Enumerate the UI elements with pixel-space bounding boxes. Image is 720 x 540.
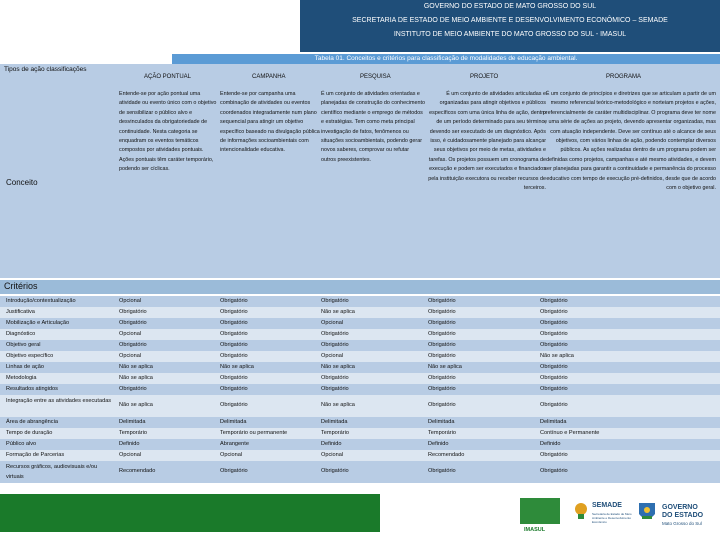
criteria-value: Obrigatório: [220, 320, 248, 326]
criteria-value: Obrigatório: [220, 298, 248, 304]
criteria-value: Não se aplica: [119, 402, 153, 408]
coat-of-arms-icon: [636, 500, 658, 526]
criteria-title: Critérios: [4, 281, 38, 291]
criteria-value: Obrigatório: [220, 402, 248, 408]
criteria-value: Obrigatório: [540, 342, 568, 348]
criteria-label: Introdução/contextualização: [6, 298, 76, 304]
header-line-2: SECRETARIA DE ESTADO DE MEIO AMBIENTE E DESENVOLVIMENTO ECONÔMICO – SEMADE: [352, 17, 668, 24]
criteria-label: Mobilização e Articulação: [6, 320, 70, 326]
criteria-label: Objetivo geral: [6, 342, 41, 348]
criteria-value: Opcional: [119, 298, 142, 304]
criteria-value: Obrigatório: [540, 320, 568, 326]
table-row: [0, 351, 720, 362]
criteria-value: Recomendado: [428, 452, 465, 458]
criteria-value: Delimitada: [321, 419, 348, 425]
semade-text: SEMADE: [592, 502, 622, 509]
criteria-value: Temporário: [119, 430, 147, 436]
criteria-label: Público alvo: [6, 441, 37, 447]
criteria-header: [0, 280, 720, 294]
criteria-value: Obrigatório: [119, 342, 147, 348]
side-title: Tipos de ação classificações: [4, 66, 87, 73]
criteria-value: Opcional: [321, 452, 344, 458]
table-row: [0, 296, 720, 307]
criteria-value: Obrigatório: [428, 331, 456, 337]
criteria-value: Temporário ou permanente: [220, 430, 288, 436]
semade-emblem: [574, 500, 588, 520]
criteria-label: Tempo de duração: [6, 430, 53, 436]
table-row: [0, 439, 720, 450]
criteria-value: Obrigatório: [540, 452, 568, 458]
criteria-value: Obrigatório: [220, 309, 248, 315]
criteria-value: Obrigatório: [428, 353, 456, 359]
criteria-value: Obrigatório: [220, 375, 248, 381]
criteria-label: Linhas de ação: [6, 364, 44, 370]
criteria-value: Obrigatório: [119, 320, 147, 326]
imasul-text: IMASUL: [524, 527, 546, 533]
criteria-value: Obrigatório: [428, 468, 456, 474]
criteria-label: Diagnóstico: [6, 331, 36, 337]
table-row: [0, 318, 720, 329]
table-row: [0, 384, 720, 395]
criteria-value: Não se aplica: [428, 364, 462, 370]
criteria-value: Obrigatório: [119, 309, 147, 315]
header-line-3: INSTITUTO DE MEIO AMBIENTE DO MATO GROSSO DO SUL - IMASUL: [393, 31, 627, 38]
criteria-value: Opcional: [119, 353, 142, 359]
criteria-value: Temporário: [428, 430, 456, 436]
government-line-2: DO ESTADO: [662, 512, 704, 519]
criteria-value: Abrangente: [220, 441, 249, 447]
criteria-value: Obrigatório: [428, 386, 456, 392]
table-caption: Tabela 01. Conceitos e critérios para classificação de modalidades de educação ambiental.: [172, 54, 720, 64]
concept-pesquisa: É um conjunto de atividades orientadas e planejadas de construção do conhecimento científico mediante o emprego de métodos e estratégias. Tem como meta principal investigação de fatos, fenômenos ou situações socioambientais, podendo gerar novos saberes, comprovar ou refutar outros preexistentes.: [321, 91, 425, 163]
table-row: [0, 329, 720, 340]
concept-label: Conceito: [6, 178, 38, 187]
criteria-value: Obrigatório: [540, 468, 568, 474]
criteria-value: Não se aplica: [321, 309, 355, 315]
concept-acao: Entende-se por ação pontual uma atividade ou evento único com o objetivo de sensibilizar o público alvo e desvinculados da obrigatoriedade de continuidade. Nesta categoria se enquadram os eventos temáticos compostos por atividades pontuais. Ações pontuais têm caráter temporário, podendo ser cíclicas.: [119, 91, 217, 173]
header-line-1: GOVERNO DO ESTADO DE MATO GROSSO DO SUL: [423, 3, 597, 10]
criteria-label: Recursos gráficos, audiovisuais e/ou virtuais: [6, 464, 98, 480]
criteria-value: Obrigatório: [540, 331, 568, 337]
criteria-label: Justificativa: [6, 309, 35, 315]
criteria-value: Definido: [428, 441, 449, 447]
criteria-value: Obrigatório: [220, 342, 248, 348]
criteria-value: Delimitada: [540, 419, 567, 425]
criteria-value: Obrigatório: [540, 298, 568, 304]
criteria-value: Não se aplica: [119, 364, 153, 370]
criteria-value: Opcional: [321, 353, 344, 359]
criteria-value: Obrigatório: [119, 386, 147, 392]
criteria-value: Não se aplica: [321, 402, 355, 408]
concept-programa: É um conjunto de princípios e diretrizes que se articulam a partir de um mesmo referencial teórico-metodológico e norteiam projetos e ações, preferencialmente de caráter multidisciplinar. O programa deve ter nome e uma série de ações ao projeto, devendo apresentar organizadas, mas com atuação independente. Deve ser contínuo até o alcance de seus objetivos, com vários linhas de ação, podendo contemplar diversos públicos. As ações realizadas dentro de um programa podem ser definidas como projetos, campanhas e até mesmo atividades, e devem ser planejadas para garantir a continuidade e permanência do processo educativo com tempo de execução pré-definidos, desde que de acordo com o objetivo geral.: [542, 91, 716, 192]
criteria-value: Definido: [540, 441, 561, 447]
criteria-value: Delimitada: [428, 419, 455, 425]
criteria-value: Delimitada: [220, 419, 247, 425]
concept-projeto: É um conjunto de atividades articuladas e organizadas para atingir objetivos e públicos específicos com uma única linha de ação, dentro de um período determinado para seu término, devendo ser executado de um diagnóstico. Após isso, é cuidadosamente planejado para alcançar seus objetivos por meio de metas, atividades e tarefas. Os projetos possuem um cronograma de execução e podem ser executados e financiados pela instituição executora ou receber recursos de terceiros.: [428, 91, 546, 192]
criteria-value: Definido: [119, 441, 140, 447]
table-row: [0, 340, 720, 351]
table-row: [0, 307, 720, 318]
criteria-value: Obrigatório: [540, 402, 568, 408]
criteria-value: Obrigatório: [428, 402, 456, 408]
table-row: [0, 450, 720, 461]
criteria-value: Obrigatório: [220, 468, 248, 474]
criteria-value: Obrigatório: [220, 331, 248, 337]
criteria-value: Delimitada: [119, 419, 146, 425]
semade-subtitle: Secretaria de Estado de Meio Ambiente e Desenvolvimento Econômico: [592, 512, 632, 524]
criteria-label: Metodologia: [6, 375, 37, 381]
criteria-value: Obrigatório: [540, 364, 568, 370]
criteria-value: Obrigatório: [428, 320, 456, 326]
criteria-value: Obrigatório: [321, 468, 349, 474]
criteria-value: Opcional: [220, 452, 243, 458]
criteria-value: Obrigatório: [428, 298, 456, 304]
column-header-acao: AÇÃO PONTUAL: [144, 74, 192, 80]
criteria-label: Objetivo específico: [6, 353, 54, 359]
criteria-value: Obrigatório: [321, 375, 349, 381]
state-coat-of-arms: [636, 500, 658, 526]
criteria-value: Obrigatório: [321, 298, 349, 304]
criteria-value: Obrigatório: [321, 386, 349, 392]
footer-green-band: [0, 494, 380, 532]
column-header-programa: PROGRAMA: [606, 74, 642, 80]
government-line-1: GOVERNO: [662, 504, 698, 511]
table-row: [0, 362, 720, 373]
government-state: Mato Grosso do Sul: [662, 521, 702, 526]
criteria-value: Opcional: [321, 320, 344, 326]
table-row: [0, 373, 720, 384]
column-header-pesquisa: PESQUISA: [360, 74, 391, 80]
criteria-label: Integração entre as atividades executadas: [6, 398, 112, 404]
criteria-value: Obrigatório: [428, 342, 456, 348]
criteria-value: Contínuo e Permanente: [540, 430, 600, 436]
criteria-label: Formação de Parcerias: [6, 452, 65, 458]
page-header: [300, 0, 720, 52]
criteria-label: Área de abrangência: [6, 419, 58, 425]
criteria-value: Obrigatório: [540, 309, 568, 315]
criteria-value: Não se aplica: [220, 364, 254, 370]
column-header-projeto: PROJETO: [470, 74, 499, 80]
criteria-value: Não se aplica: [540, 353, 574, 359]
criteria-value: Não se aplica: [119, 375, 153, 381]
criteria-value: Obrigatório: [428, 375, 456, 381]
criteria-value: Obrigatório: [428, 309, 456, 315]
criteria-value: Obrigatório: [321, 342, 349, 348]
criteria-value: Temporário: [321, 430, 349, 436]
concept-campanha: Entende-se por campanha uma combinação de atividades ou eventos coordenados integradamente num plano sequencial para atingir um objetivo específico baseado na divulgação pública de informações socioambientais com intencionalidade educativa.: [220, 91, 320, 154]
criteria-value: Obrigatório: [220, 386, 248, 392]
column-header-campanha: CAMPANHA: [252, 74, 286, 80]
criteria-value: Recomendado: [119, 468, 156, 474]
imasul-logo: [520, 498, 560, 524]
criteria-value: Obrigatório: [321, 331, 349, 337]
table-row: [0, 417, 720, 428]
criteria-value: Obrigatório: [220, 353, 248, 359]
criteria-value: Obrigatório: [540, 386, 568, 392]
table-row: [0, 428, 720, 439]
criteria-value: Não se aplica: [321, 364, 355, 370]
criteria-value: Opcional: [119, 331, 142, 337]
semade-emblem-icon: [574, 500, 588, 520]
criteria-value: Opcional: [119, 452, 142, 458]
criteria-label: Resultados atingidos: [6, 386, 58, 392]
criteria-value: Definido: [321, 441, 342, 447]
government-name: [662, 504, 703, 520]
criteria-value: Obrigatório: [540, 375, 568, 381]
